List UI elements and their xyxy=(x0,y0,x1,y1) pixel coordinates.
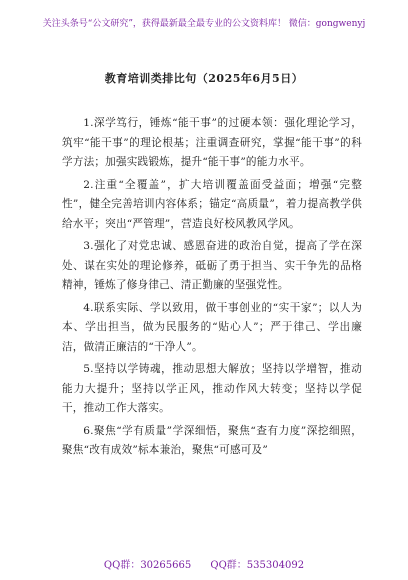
paragraph-2: 2.注重“全覆盖”，扩大培训覆盖面受益面；增强“完整性”，健全完善培训内容体系；锚定“高质量”，着力提高教学供给水平；突出“严管理”，营造良好校风教风学风。 xyxy=(62,178,362,230)
footer xyxy=(0,560,408,572)
footer-qq-group-2: QQ群：535304092 xyxy=(210,560,305,571)
header-banner: 关注头条号“公文研究”，获得最新最全最专业的公文资料库！ 微信：gongwenyj xyxy=(42,19,366,29)
paragraph-3: 3.强化了对党忠诚、感恩奋进的政治自觉，提高了学在深处、谋在实处的理论修养，砥砺了勇于担当、实干争先的品格精神，锤炼了修身律己、清正勤廉的坚强党性。 xyxy=(62,240,362,291)
paragraph-6: 6.聚焦“学有质量”学深细悟，聚焦“查有力度”深挖细照，聚焦“改有成效”标本兼治，聚焦“可感可及” xyxy=(62,424,362,456)
paragraph-5: 5.坚持以学铸魂，推动思想大解放；坚持以学增智，推动能力大提升；坚持以学正风，推动作风大转变；坚持以学促干，推动工作大落实。 xyxy=(62,363,362,414)
footer-qq-group-1: QQ群：30265665 xyxy=(103,560,192,571)
document-title: 教育培训类排比句（2025年6月5日） xyxy=(104,72,304,85)
document-body xyxy=(62,114,362,464)
paragraph-1: 1.深学笃行，锤炼“能干事”的过硬本领：强化理论学习，筑牢“能干事”的理论根基；注重调查研究，掌握“能干事”的科学方法；加强实践锻炼，提升“能干事”的能力水平。 xyxy=(62,117,362,168)
paragraph-4: 4.联系实际、学以致用，做干事创业的“实干家”；以人为本、学出担当，做为民服务的“贴心人”；严于律己、学出廉洁，做清正廉洁的“干净人”。 xyxy=(62,301,362,353)
